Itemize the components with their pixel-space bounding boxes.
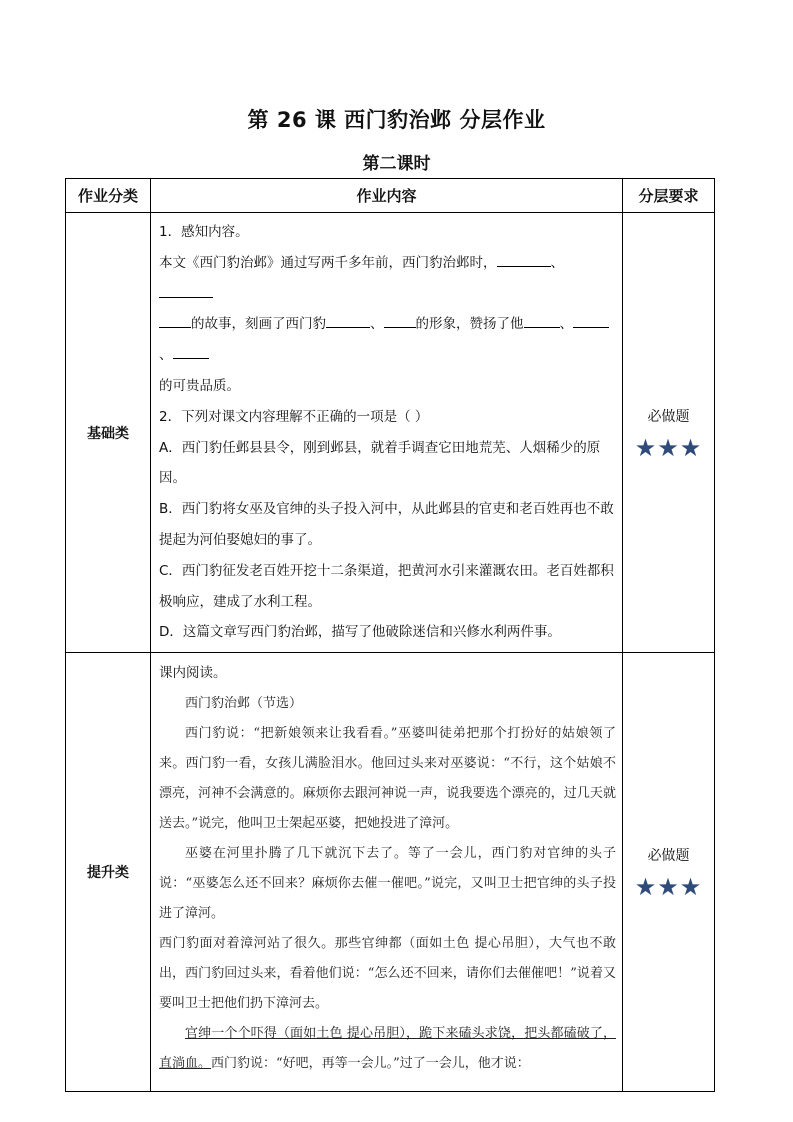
homework-table [65,178,715,1092]
requirement-advanced [623,653,715,1092]
blank [524,310,560,328]
star-rating-icon: ★★★ [634,873,703,902]
question-1-line-1: 本文《西门豹治邺》通过写两千多年前，西门豹治邺时， 、 [159,248,616,310]
question-1-line-3: 的可贵品质。 [159,377,240,394]
category-advanced: 提升类 [66,653,151,1092]
passage-paragraph-2: 巫婆在河里扑腾了几下就沉下去了。等了一会儿，西门豹对官绅的头子说：“巫婆怎么还不回来？麻烦你去催一催吧。”说完，又叫卫士把官绅的头子投进了漳河。 [159,846,616,922]
page-subtitle: 第二课时 [362,154,431,174]
table-row-basic [66,213,715,653]
blank [326,310,370,328]
star-rating-icon: ★★★ [634,433,703,462]
content-basic [151,213,623,653]
underlined-sentence: 官绅一个个吓得（面如土色 提心吊胆），跪下来磕头求饶，把头都磕破了，直淌血。 [159,1026,616,1072]
requirement-label: 必做题 [647,408,690,425]
header-requirement: 分层要求 [623,179,715,213]
option-d: D．这篇文章写西门豹治邺，描写了他破除迷信和兴修水利两件事。 [159,624,561,641]
question-1-line-2: 的故事，刻画了西门豹 、 的形象，赞扬了他 、、 [159,309,616,371]
requirement-label: 必做题 [647,848,690,865]
passage-paragraph-3: 西门豹面对着漳河站了很久。那些官绅都（面如土色 提心吊胆），大气也不敢出，西门豹回过头来，看着他们说：“怎么还不回来，请你们去催催吧！”说着又要叫卫士把他们扔下漳河去。 [159,936,616,1012]
content-advanced [151,653,623,1092]
requirement-basic [623,213,715,653]
blank [384,310,416,328]
reading-intro: 课内阅读。 [159,665,227,682]
category-basic: 基础类 [66,213,151,653]
blank [159,280,213,298]
blank [173,341,209,359]
option-c: C．西门豹征发老百姓开挖十二条渠道，把黄河水引来灌溉农田。老百姓都积极响应，建成了水利工程。 [159,562,614,610]
passage-title: 西门豹治邺（节选） [185,696,303,712]
passage-paragraph-1: 西门豹说：“把新娘领来让我看看。”巫婆叫徒弟把那个打扮好的姑娘领了来。西门豹一看，女孩儿满脸泪水。他回过头来对巫婆说：“不行，这个姑娘不漂亮，河神不会满意的。麻烦你去跟河神说一声，说我要选个漂亮的，过几天就送去。”说完，他叫卫士架起巫婆，把她投进了漳河。 [159,726,616,832]
table-row-advanced [66,653,715,1092]
question-2-title: 2．下列对课文内容理解不正确的一项是（ ） [159,408,429,425]
header-content: 作业内容 [151,179,623,213]
table-header-row [66,179,715,213]
blank [159,310,191,328]
page-title: 第 26 课 西门豹治邺 分层作业 [247,108,546,132]
reading-passage [159,689,616,1079]
blank [573,310,609,328]
blank [497,249,551,267]
option-a: A．西门豹任邺县县令，刚到邺县，就着手调查它田地荒芜、人烟稀少的原因。 [159,439,601,487]
question-1-title: 1．感知内容。 [159,224,249,240]
option-b: B．西门豹将女巫及官绅的头子投入河中，从此邺县的官吏和老百姓再也不敢提起为河伯娶媳妇的事了。 [159,501,614,548]
header-category: 作业分类 [66,179,151,213]
passage-paragraph-4: 官绅一个个吓得（面如土色 提心吊胆），跪下来磕头求饶，把头都磕破了，直淌血。西门豹说：“好吧，再等一会儿。”过了一会儿，他才说： [159,1026,616,1072]
